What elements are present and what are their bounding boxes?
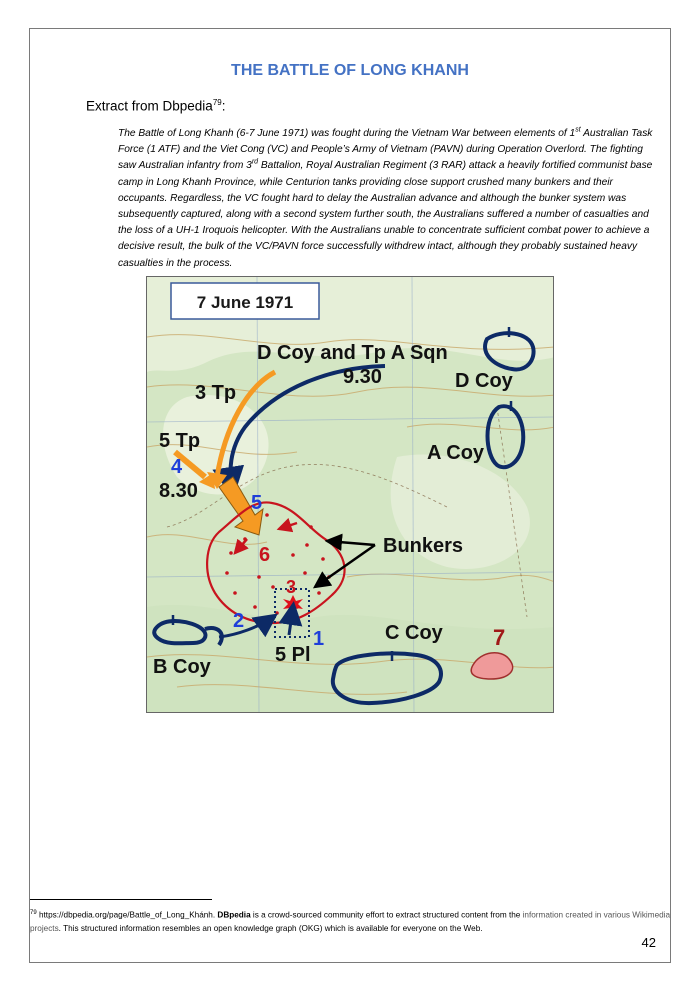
map-svg: [147, 277, 554, 713]
map-date-label: 7 June 1971: [196, 293, 294, 312]
label-b-coy: B Coy: [153, 656, 211, 678]
footnote-dbpedia: DBpedia: [217, 910, 251, 920]
extract-heading: [86, 98, 225, 114]
quote-text-3: Battalion, Royal Australian Regiment (3 RAR) attack a heavily fortified communist base camp in Long Khanh Province, while Centurion tanks providing close support crushed many bunkers and their occupants. Regardless, the VC fought hard to delay the Australian advance and although the bunker system was subsequently captured, along with a second system further south, the Australians suffered a number of casualties and the loss of a UH-1 Iroquois helicopter. With the Australians unable to concentrate sufficient combat power to achieve a decisive result, the bulk of the VC/PAVN force successfully withdrew intact, although they probably sustained heavy casualties in the process.: [118, 160, 653, 269]
footnote: [30, 907, 675, 935]
label-4: 4: [171, 456, 183, 478]
label-d-coy-tp: D Coy and Tp A Sqn: [257, 342, 448, 364]
extract-label: Extract from Dbpedia: [86, 98, 213, 114]
page-title: THE BATTLE OF LONG KHANH: [231, 62, 469, 79]
extract-colon: :: [221, 98, 226, 114]
label-6: 6: [259, 544, 271, 566]
label-d-coy: D Coy: [455, 370, 513, 392]
label-830: 8.30: [159, 480, 198, 502]
footnote-ref: 79: [212, 98, 222, 107]
label-3: 3: [286, 577, 297, 597]
footnote-number: 79: [30, 910, 37, 916]
footnote-url: https://dbpedia.org/page/Battle_of_Long_Khánh.: [36, 910, 218, 920]
label-930: 9.30: [343, 366, 382, 388]
quote-block: [118, 126, 658, 272]
footnote-link-text[interactable]: information created in various Wikimedia projects: [30, 910, 671, 933]
label-7: 7: [493, 625, 506, 650]
quote-text-1: The Battle of Long Khanh (6-7 June 1971) was fought during the Vietnam War between elements of 1: [118, 128, 576, 139]
page-number: 42: [641, 935, 656, 950]
label-c-coy: C Coy: [385, 622, 443, 644]
quote-sup-1: st: [575, 126, 581, 134]
battle-map: [146, 276, 554, 713]
label-bunkers: Bunkers: [383, 535, 464, 557]
footnote-separator: [30, 899, 212, 900]
footnote-text-2: . This structured information resembles an open knowledge graph (OKG) which is available for everyone on the Web.: [58, 923, 483, 933]
label-pl5: 5 Pl: [275, 644, 311, 666]
label-5: 5: [251, 492, 263, 514]
quote-sup-2: rd: [251, 159, 259, 167]
label-a-coy: A Coy: [427, 442, 485, 464]
label-1: 1: [313, 628, 325, 650]
label-2: 2: [233, 610, 245, 632]
label-tp5: 5 Tp: [159, 430, 201, 452]
quote-text-2: Australian Task Force (1 ATF) and the Viet Cong (VC) and People’s Army of Vietnam (PAVN) during Operation Overlord. The fighting saw Australian infantry from 3: [118, 128, 653, 172]
footnote-text-1: is a crowd-sourced community effort to extract structured content from the: [250, 910, 523, 920]
label-tp3: 3 Tp: [195, 382, 237, 404]
